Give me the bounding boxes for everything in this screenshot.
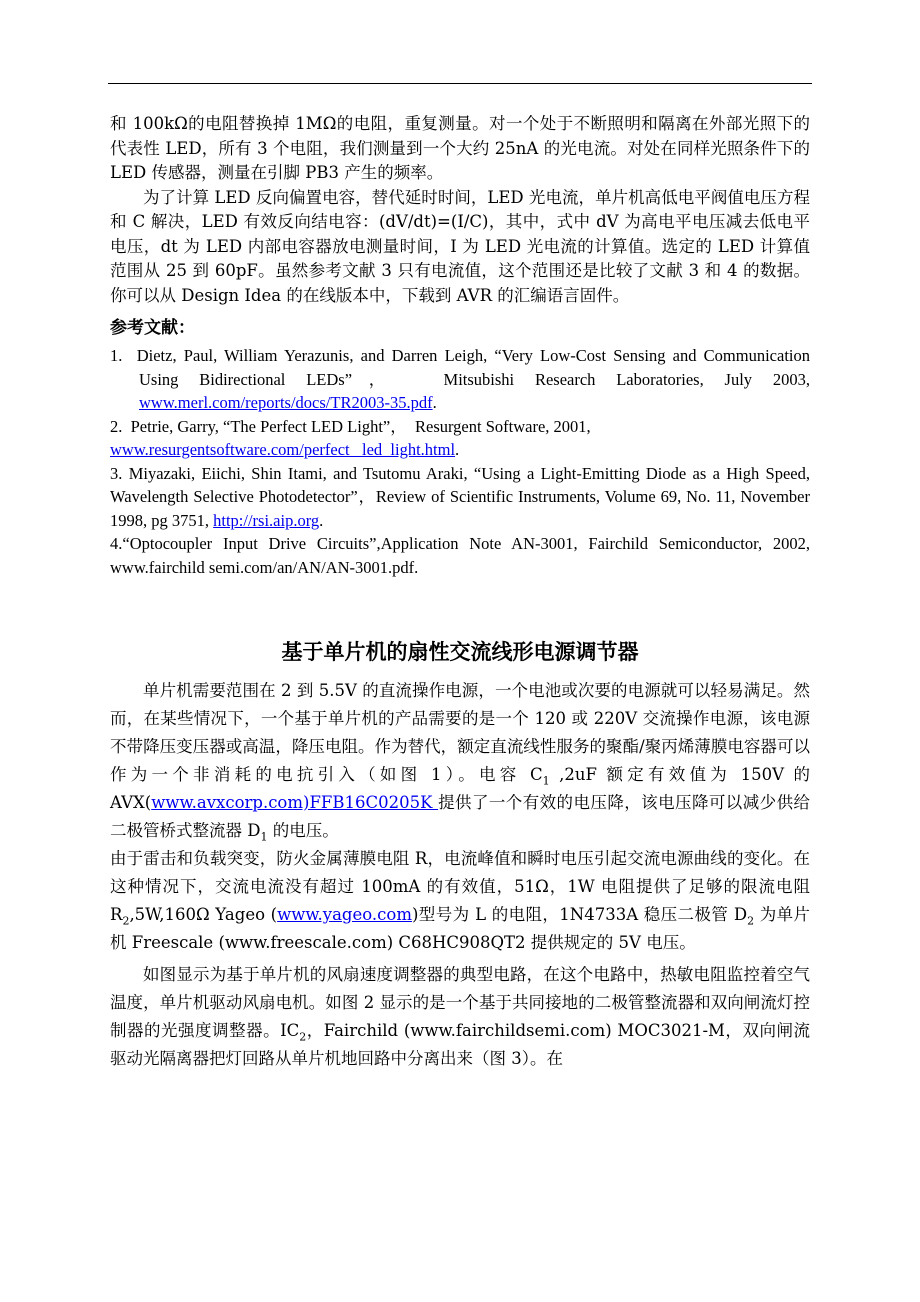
p1-text-c: 提供了一个有效的电压降，该电压降可以减少供给二极管桥式整流器 D bbox=[110, 793, 810, 840]
references-heading: 参考文献： bbox=[110, 318, 195, 338]
reference-3-text: 3. Miyazaki, Eiichi, Shin Itami, and Tsutomu Araki, “Using a Light-Emitting Diode as a High Speed, Wavelength Selective Photodetector”，Review of Scientific Instruments, Volume 69, No. 11, November 1998, pg 3751, bbox=[110, 463, 810, 530]
p3-subscript-ic2: 2 bbox=[299, 1030, 307, 1044]
paragraph-surge-protection bbox=[110, 845, 810, 957]
reference-2 bbox=[110, 415, 810, 462]
reference-1 bbox=[110, 344, 810, 415]
reference-2-end: . bbox=[455, 440, 460, 459]
p2-text-b: ,5W,160Ω Yageo ( bbox=[129, 905, 278, 924]
p3-text-a: 如图显示为基于单片机的风扇速度调整器的典型电路，在这个电路中，热敏电阻监控着空气温度，单片机驱动风扇电机。如图 2 显示的是一个基于共同接地的二极管整流器和双向闸流灯控制器的光强度调整器。IC bbox=[110, 965, 810, 1040]
reference-1-link[interactable]: www.merl.com/reports/docs/TR2003-35.pdf bbox=[139, 393, 433, 412]
paragraph-power-requirements bbox=[110, 677, 810, 845]
reference-2-text: 2. Petrie, Garry, “The Perfect LED Light”， Resurgent Software, 2001, bbox=[110, 416, 591, 436]
paragraph-capacitance-calculation: 为了计算 LED 反向偏置电容，替代延时时间，LED 光电流，单片机高低电平阀值电压方程和 C 解决，LED 有效反向结电容：(dV/dt)=(I/C)，其中，式中 dV 为高电平电压减去低电平电压，dt 为 LED 内部电容器放电测量时间，I 为 LED 光电流的计算值。选定的 LED 计算值范围从 25 到 60pF。虽然参考文献 3 只有电流值，这个范围还是比较了文献 3 和 4 的数据。你可以从 Design Idea 的在线版本中，下载到 AVR 的汇编语言固件。 bbox=[110, 187, 810, 305]
reference-3 bbox=[110, 462, 810, 533]
p1-text-d: 的电压。 bbox=[267, 821, 339, 840]
article-title: 基于单片机的扇性交流线形电源调节器 bbox=[281, 640, 639, 664]
p1-subscript-c1: 1 bbox=[542, 774, 550, 788]
paragraph-led-measurement: 和 100kΩ的电阻替换掉 1MΩ的电阻，重复测量。对一个处于不断照明和隔离在外部光照下的代表性 LED，所有 3 个电阻，我们测量到一个大约 25nA 的光电流。对处在同样光照条件下的 LED 传感器，测量在引脚 PB3 产生的频率。 bbox=[110, 114, 810, 182]
page-content bbox=[110, 112, 810, 1073]
paragraph-fan-regulator bbox=[110, 961, 810, 1073]
p1-text-b: ,2uF 额定有效值为 150V 的 AVX( bbox=[110, 765, 810, 812]
reference-3-link[interactable]: http://rsi.aip.org bbox=[213, 510, 320, 530]
reference-3-end: . bbox=[319, 510, 324, 530]
p2-text-a: 由于雷击和负载突变，防火金属薄膜电阻 R，电流峰值和瞬时电压引起交流电源曲线的变化。在这种情况下，交流电流没有超过 100mA 的有效值，51Ω，1W 电阻提供了足够的限流电阻 R bbox=[110, 849, 810, 924]
header-rule bbox=[108, 83, 812, 84]
p2-subscript-r2: 2 bbox=[122, 914, 130, 928]
p3-text-b: ，Fairchild (www.fairchildsemi.com) MOC3021-M，双向闸流驱动光隔离器把灯回路从单片机地回路中分离出来（图 3）。在 bbox=[110, 1021, 810, 1068]
avx-link[interactable]: www.avxcorp.com)FFB16C0205K bbox=[151, 793, 439, 812]
reference-1-end: . bbox=[432, 393, 437, 412]
p2-text-d: 为单片机 Freescale (www.freescale.com) C68HC908QT2 提供规定的 5V 电压。 bbox=[110, 905, 811, 952]
p1-text-a: 单片机需要范围在 2 到 5.5V 的直流操作电源，一个电池或次要的电源就可以轻易满足。然而，在某些情况下，一个基于单片机的产品需要的是一个 120 或 220V 交流操作电源，该电源不带降压变压器或高温，降压电阻。作为替代，额定直流线性服务的聚酯/聚丙烯薄膜电容器可以作为一个非消耗的电抗引入（如图 1）。电容 C bbox=[110, 681, 810, 784]
p1-subscript-d1: 1 bbox=[260, 830, 268, 844]
reference-4: 4.“Optocoupler Input Drive Circuits”,Application Note AN-3001, Fairchild Semiconductor, 2002, www.fairchild semi.com/an/AN/AN-3001.pdf. bbox=[110, 534, 810, 577]
yageo-link[interactable]: www.yageo.com bbox=[277, 905, 412, 924]
reference-1-text: 1. Dietz, Paul, William Yerazunis, and Darren Leigh, “Very Low-Cost Sensing and Communication Using Bidirectional LEDs”， Mitsubishi Research Laboratories, July 2003, bbox=[110, 346, 810, 389]
p2-text-c: )型号为 L 的电阻，1N4733A 稳压二极管 D bbox=[411, 905, 748, 924]
p2-subscript-d2: 2 bbox=[747, 914, 755, 928]
reference-2-link[interactable]: www.resurgentsoftware.com/perfect_ led_light.html bbox=[110, 440, 456, 459]
